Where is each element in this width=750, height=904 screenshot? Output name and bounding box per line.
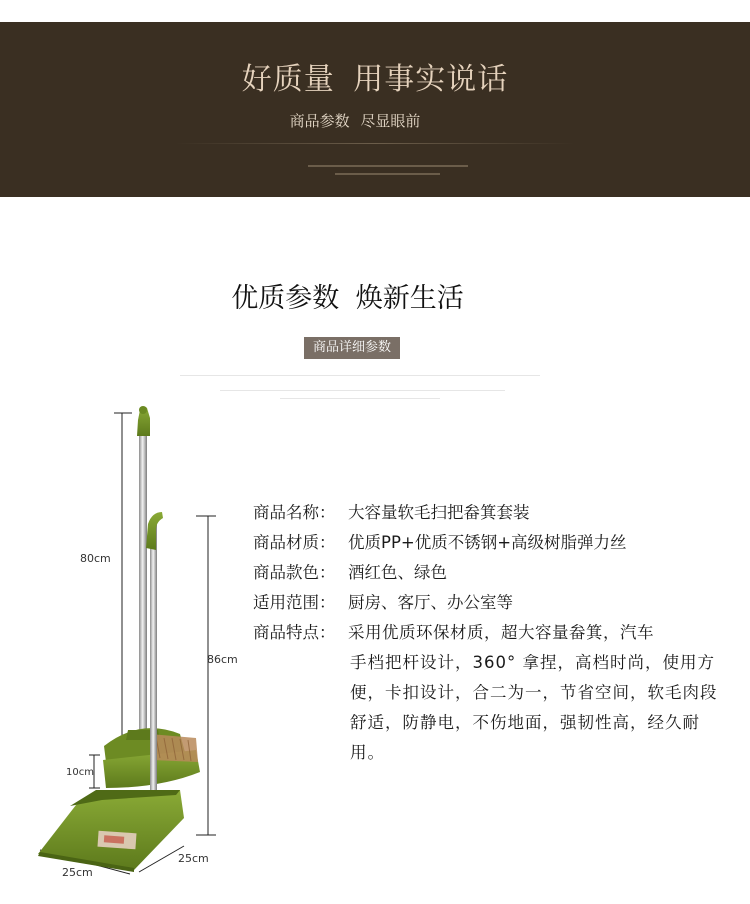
spec-row-usage <box>253 588 733 618</box>
banner-fine-print-line <box>335 173 440 175</box>
dustpan <box>38 512 184 872</box>
dimension-dustpan-height: 86cm <box>207 653 238 666</box>
spec-value: 大容量软毛扫把畚箕套装 <box>348 503 530 522</box>
spec-row-material <box>253 528 733 558</box>
dimension-pan-depth: 25cm <box>178 852 209 865</box>
section-divider <box>220 390 505 391</box>
feature-text-line1: 采用优质环保材质，超大容量畚箕，汽车 <box>348 623 654 642</box>
banner-fine-print-line <box>308 165 468 167</box>
header-banner <box>0 22 750 197</box>
section-tag: 商品详细参数 <box>304 337 400 359</box>
dimension-broom-height: 80cm <box>80 552 111 565</box>
section-title: 优质参数 焕新生活 <box>231 283 464 314</box>
feature-text-rest: 手档把杆设计，360° 拿捏，高档时尚，使用方便，卡扣设计，合二为一，节省空间，软毛肉段舒适，防静电，不伤地面，强韧性高，经久耐用。 <box>350 653 718 762</box>
banner-subtitle: 商品参数 尽显眼前 <box>289 112 421 130</box>
spec-value: 优质PP+优质不锈钢+高级树脂弹力丝 <box>348 533 627 552</box>
spec-row-features <box>253 618 733 768</box>
spec-label: 商品款色： <box>253 563 336 582</box>
spec-label: 商品名称： <box>253 503 336 522</box>
dimension-brush-height: 10cm <box>66 767 94 778</box>
spec-label: 商品材质： <box>253 533 336 552</box>
spec-label: 适用范围： <box>253 593 336 612</box>
spec-value: 厨房、客厅、办公室等 <box>348 593 513 612</box>
dimension-pan-width: 25cm <box>62 866 93 879</box>
spec-row-color <box>253 558 733 588</box>
spec-label: 商品特点： <box>253 623 336 642</box>
spec-list <box>253 498 733 768</box>
section-divider <box>280 398 440 399</box>
spec-row-name <box>253 498 733 528</box>
banner-title: 好质量 用事实说话 <box>241 62 509 97</box>
product-image <box>0 400 250 900</box>
spec-value <box>348 618 720 768</box>
section-divider <box>180 375 540 376</box>
banner-divider <box>175 143 575 144</box>
spec-value: 酒红色、绿色 <box>348 563 447 582</box>
